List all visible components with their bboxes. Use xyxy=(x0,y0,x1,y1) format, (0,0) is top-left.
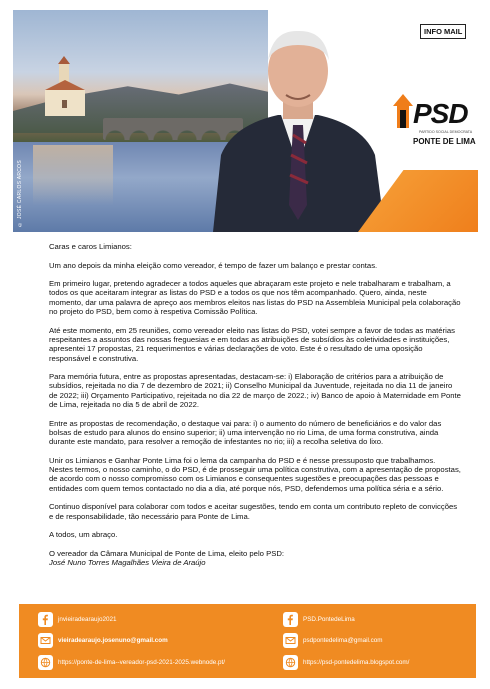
contact-footer xyxy=(19,604,476,678)
closing-line: O vereador da Câmara Municipal de Ponte de Lima, eleito pelo PSD: xyxy=(49,548,285,558)
paragraph: Até este momento, em 25 reuniões, como vereador eleito nas listas do PSD, votei sempre a favor de todas as matérias respeitantes a assuntos das nossas freguesias e em todas as atribuições de subsídios às coletividades e instituições, apresentei 17 propostas, 21 requerimentos e várias declarações de voto. Este é o resultado de uma oposição responsável e construtiva. xyxy=(49,325,455,363)
greeting: Caras e caros Limianos: xyxy=(49,242,132,251)
paragraph: Entre as propostas de recomendação, o destaque vai para: i) o aumento do número de beneficiários e do valor das bolsas de estudo para alunos do ensino superior; ii) uma intervenção no rio Lima, de uma forma construtiva, ainda durante este mandato, para resolver a remoção de infestantes no rio; iii) a recolha seletiva do lixo. xyxy=(49,418,442,447)
logo-brand: PSD xyxy=(413,98,468,129)
paragraph: Unir os Limianos e Ganhar Ponte Lima foi o lema da campanha do PSD e é nesse pressuposto que trabalhamos. Nestes termos, o nosso caminho, o do PSD, é de prosseguir uma política construtiva, com a apresentação de propostas, de acordo com o nosso compromisso com os Limianos e consequentes sugestões e preocupações das pessoas e entidades com quem temos contactado no dia a dia, até porque nós, PSD, defendemos uma política séria e a sério. xyxy=(49,455,461,493)
river-reflection xyxy=(33,145,113,205)
facebook-icon xyxy=(283,612,298,627)
email-left-link[interactable] xyxy=(38,633,168,648)
signature: José Nuno Torres Magalhães Vieira de Araújo xyxy=(49,558,206,568)
email-right-link[interactable] xyxy=(283,633,383,648)
facebook-icon xyxy=(38,612,53,627)
web-right-link[interactable] xyxy=(283,655,409,670)
psd-logo xyxy=(393,90,478,150)
info-mail-badge: INFO MAIL xyxy=(420,24,466,39)
paragraph: A todos, um abraço. xyxy=(49,530,118,540)
paragraph: Um ano depois da minha eleição como vereador, é tempo de fazer um balanço e prestar contas. xyxy=(49,260,378,270)
web-icon xyxy=(38,655,53,670)
email-right-label: psdpontedelima@gmail.com xyxy=(303,637,383,644)
church-illustration xyxy=(45,56,87,124)
email-icon xyxy=(38,633,53,648)
header-banner xyxy=(13,10,478,232)
web-icon xyxy=(283,655,298,670)
councillor-portrait xyxy=(203,15,393,232)
logo-place: PONTE DE LIMA xyxy=(413,137,476,146)
photo-credit: © JOSÉ CARLOS ARCOS xyxy=(17,160,23,227)
paragraph: Para memória futura, entre as propostas apresentadas, destacam-se: i) Elaboração de critérios para a atribuição de subsídios, rejeitada no dia 7 de dezembro de 2021; ii) Conselho Municipal da Juventude, rejeitada no dia 11 de janeiro de 2022; iii) Orçamento Participativo, rejeitada no dia 22 de março de 2022.; iv) Banco de apoio à Maternidade em Ponte de Lima, rejeitada no dia 5 de abril de 2022. xyxy=(49,372,461,410)
web-right-label: https://psd-pontedelima.blogspot.com/ xyxy=(303,659,410,666)
facebook-left-label: jnvieiradearaujo2021 xyxy=(58,616,117,623)
logo-tagline: PARTIDO SOCIAL DEMOCRATA xyxy=(419,130,473,134)
arrow-logo-icon xyxy=(393,94,415,128)
web-left-label: https://ponte-de-lima--vereador-psd-2021-2025.webnode.pt/ xyxy=(58,659,225,666)
facebook-left-link[interactable] xyxy=(38,612,116,627)
facebook-right-label: PSD.PontedeLima xyxy=(303,616,355,623)
letter-body xyxy=(49,242,461,567)
web-left-link[interactable] xyxy=(38,655,225,670)
email-icon xyxy=(283,633,298,648)
paragraph: Em primeiro lugar, pretendo agradecer a todos aqueles que abraçaram este projeto e nele trabalharam e trabalham, a todos os que aceitaram integrar as listas do PSD e a todos os que nos têm acompanhado. Quero, ainda, neste momento, dar uma palavra de apreço aos membros eleitos nas listas do PSD na Assembleia Municipal pela colaboração no projeto do PSD, bem como à respetiva Comissão Política. xyxy=(49,279,461,317)
paragraph: Continuo disponível para colaborar com todos e aceitar sugestões, tendo em conta um contributo repleto de convicções e de responsabilidade, tão necessário para Ponte de Lima. xyxy=(49,502,458,521)
email-left-label: vieiradearaujo.josenuno@gmail.com xyxy=(58,637,168,644)
facebook-right-link[interactable] xyxy=(283,612,355,627)
